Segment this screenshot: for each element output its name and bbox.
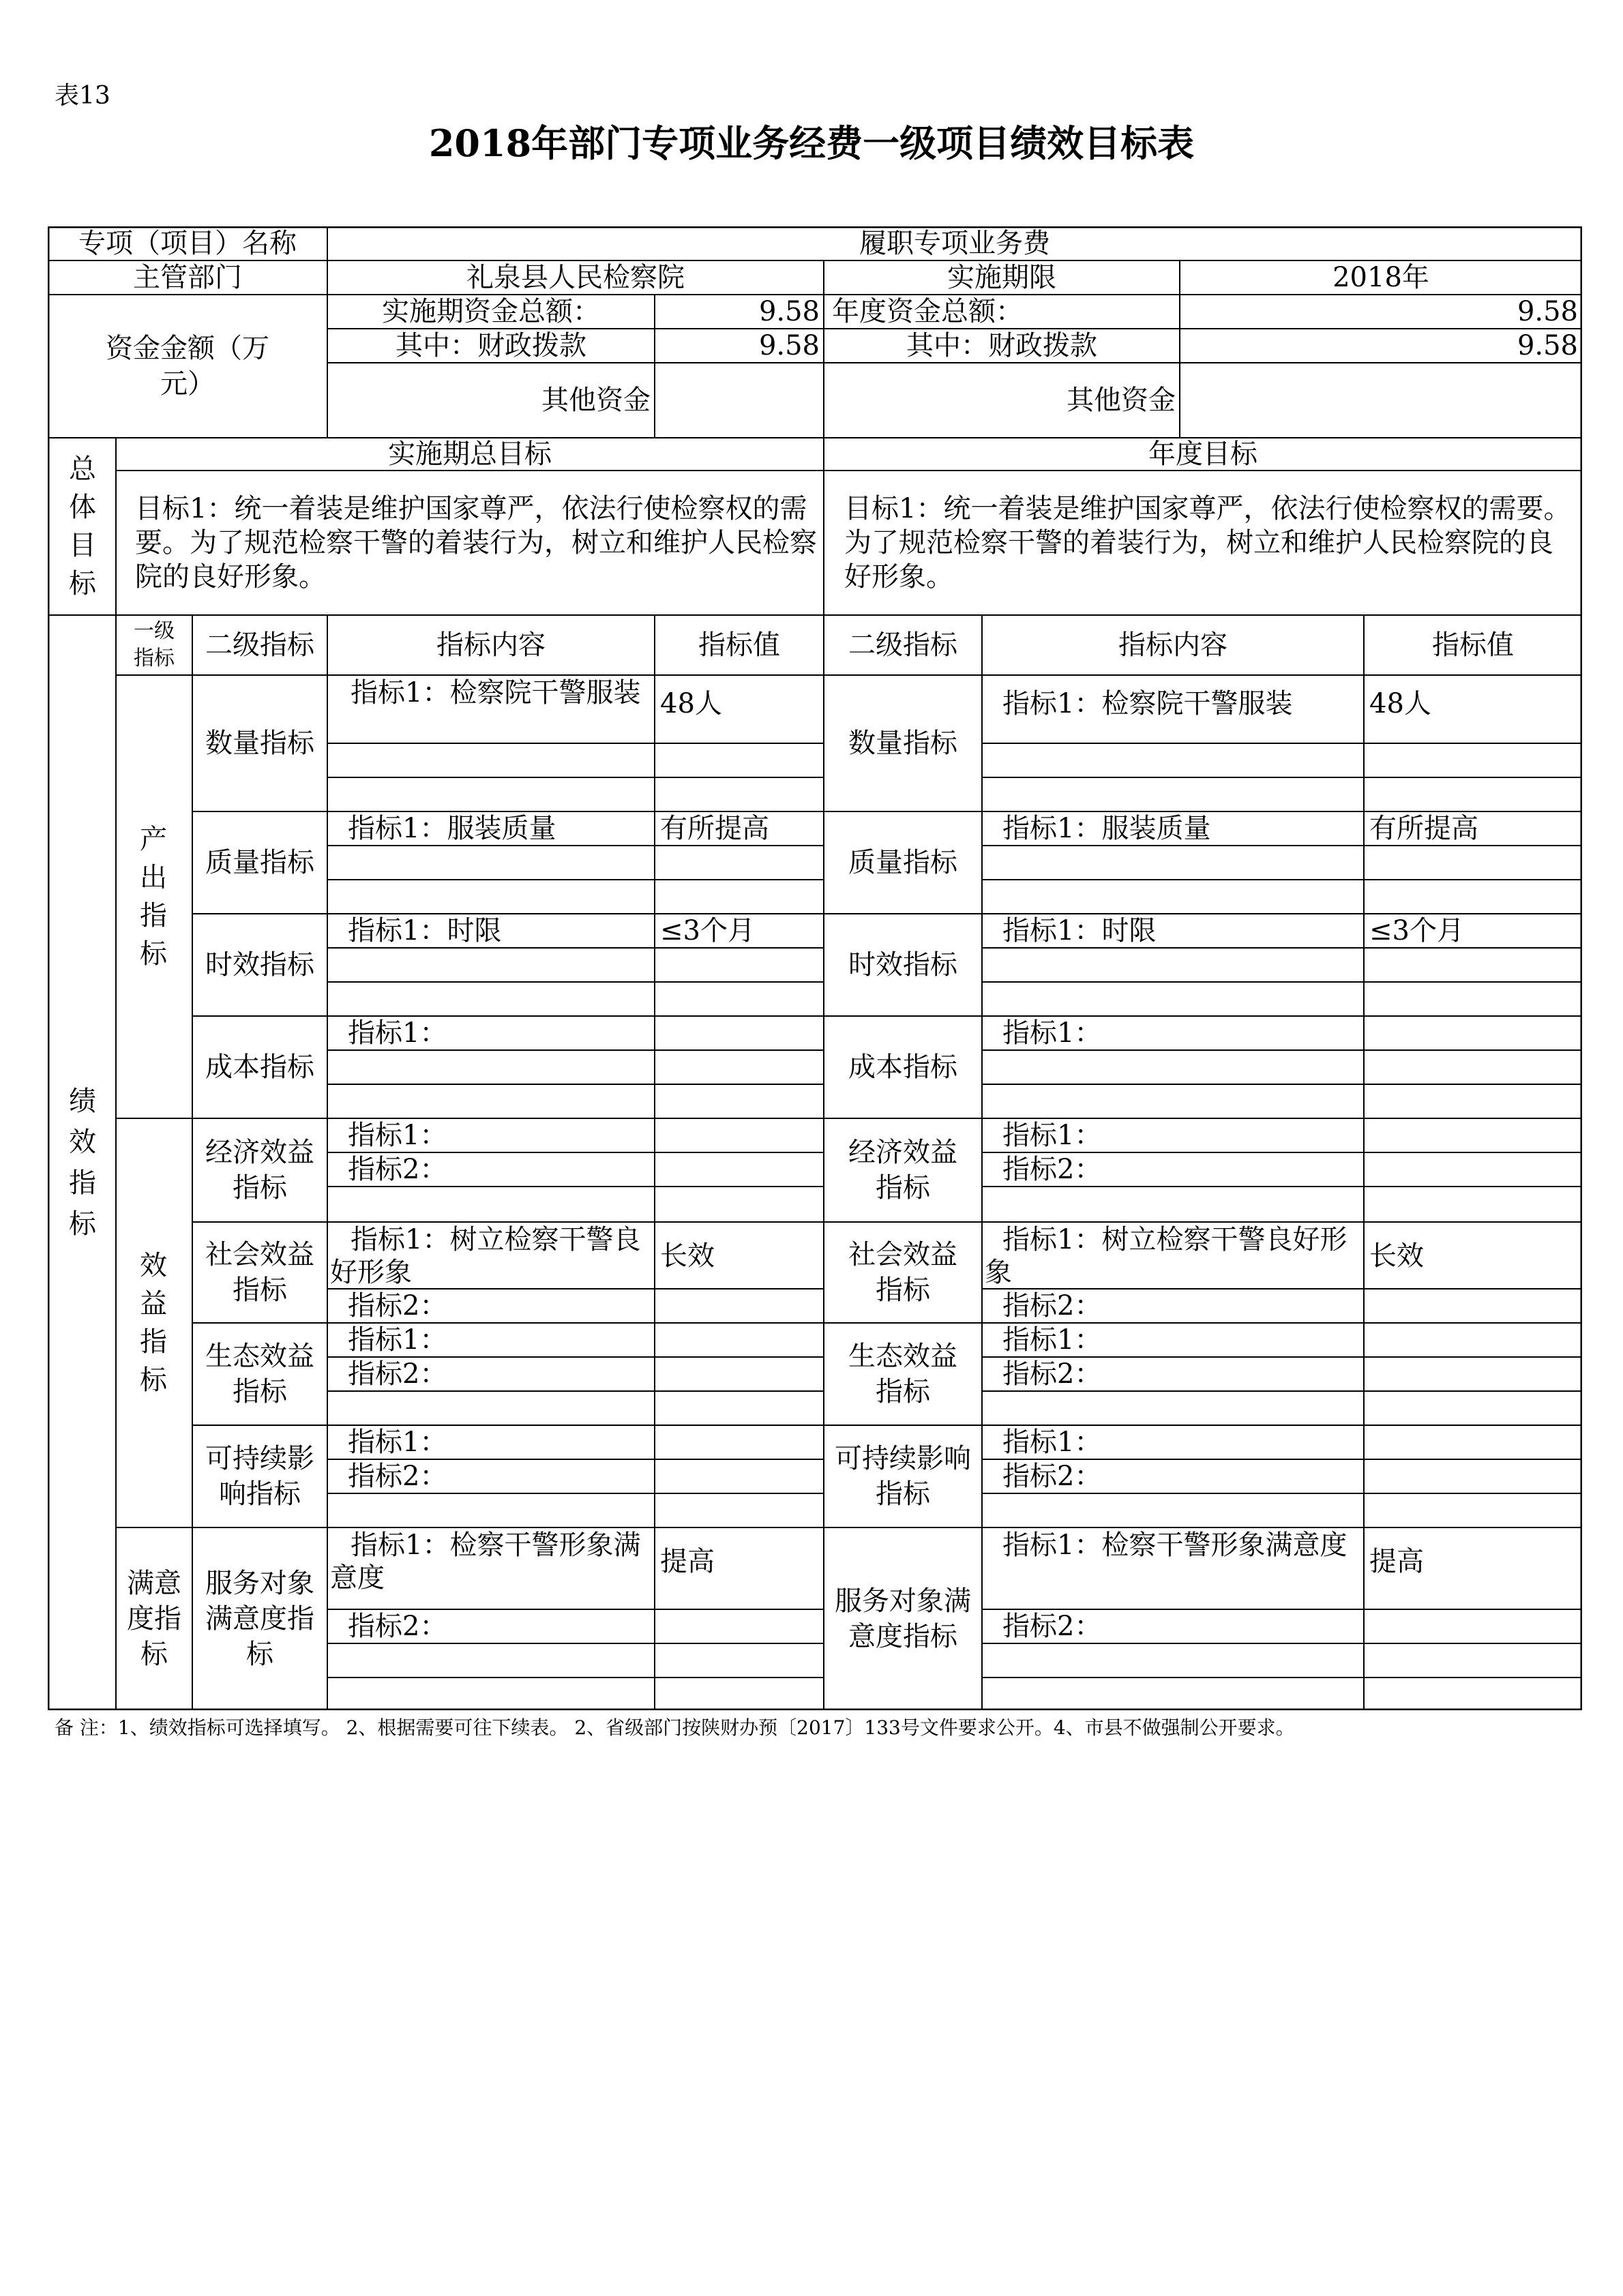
social-left: 社会效益指标 xyxy=(205,1239,314,1306)
service-left: 服务对象满意度指标 xyxy=(205,1568,314,1670)
social-ind2-left: 指标2： xyxy=(348,1290,447,1322)
sustain-left: 可持续影响指标 xyxy=(205,1443,314,1510)
value-header-left: 指标值 xyxy=(698,629,780,661)
period-goal-text: 目标1：统一着装是维护国家尊严，依法行使检察权的需要。为了规范检察干警的着装行为，树立和维护人民检察院的良好形象。 xyxy=(135,493,817,593)
project-name-value: 履职专项业务费 xyxy=(859,228,1050,259)
cost-right: 成本指标 xyxy=(848,1052,957,1083)
total-funds-label: 实施期资金总额： xyxy=(382,296,600,327)
quantity-left: 数量指标 xyxy=(205,728,314,759)
economic-ind2-right: 指标2： xyxy=(1002,1154,1102,1185)
ecological-ind1-left: 指标1： xyxy=(348,1324,447,1356)
overall-goal-label: 总体目标 xyxy=(69,453,96,599)
quality-content-right: 指标1：服装质量 xyxy=(1002,813,1211,844)
social-right: 社会效益指标 xyxy=(848,1239,957,1306)
page-title: 2018年部门专项业务经费一级项目绩效目标表 xyxy=(428,121,1195,165)
ecological-left: 生态效益指标 xyxy=(205,1341,314,1407)
quantity-value-right: 48人 xyxy=(1369,688,1431,719)
other-funds-value xyxy=(655,363,824,438)
timeliness-left: 时效指标 xyxy=(205,949,314,981)
economic-ind2-left: 指标2： xyxy=(348,1154,447,1185)
social-ind2-right: 指标2： xyxy=(1002,1290,1102,1322)
level1-header: 一级指标 xyxy=(134,619,175,670)
year-goal-header: 年度目标 xyxy=(1148,438,1257,470)
sustain-ind2-left: 指标2： xyxy=(348,1461,447,1492)
quantity-content-left: 指标1：检察院干警服装 xyxy=(351,677,641,709)
service-ind2-right: 指标2： xyxy=(1002,1611,1102,1642)
ecological-right: 生态效益指标 xyxy=(848,1341,957,1407)
dept-value: 礼泉县人民检察院 xyxy=(466,262,685,293)
year-goal-text: 目标1：统一着装是维护国家尊严，依法行使检察权的需要。为了规范检察干警的着装行为，树立和维护人民检察院的良好形象。 xyxy=(844,493,1571,593)
service-ind2-left: 指标2： xyxy=(348,1611,447,1642)
year-fiscal-label: 其中：财政拨款 xyxy=(906,330,1097,361)
year-other-funds-label: 其他资金 xyxy=(1067,385,1176,416)
quantity-content-right: 指标1：检察院干警服装 xyxy=(1002,688,1293,719)
ecological-ind2-right: 指标2： xyxy=(1002,1358,1102,1390)
timeliness-content-right: 指标1：时限 xyxy=(1002,915,1157,946)
year-funds-value: 9.58 xyxy=(1517,296,1578,327)
other-funds-label: 其他资金 xyxy=(541,385,651,416)
ecological-ind1-right: 指标1： xyxy=(1002,1324,1102,1356)
timeliness-right: 时效指标 xyxy=(848,949,957,981)
service-content-left: 指标1：检察干警形象满意度 xyxy=(330,1530,641,1594)
economic-left: 经济效益指标 xyxy=(205,1137,314,1204)
quality-value-left: 有所提高 xyxy=(660,813,769,844)
period-value: 2018年 xyxy=(1332,262,1429,293)
performance-table xyxy=(48,226,1582,1710)
year-fiscal-value: 9.58 xyxy=(1517,330,1578,361)
service-content-right: 指标1：检察干警形象满意度 xyxy=(1002,1530,1347,1561)
social-value-right: 长效 xyxy=(1369,1240,1424,1272)
economic-right: 经济效益指标 xyxy=(848,1137,957,1204)
sustain-right: 可持续影响指标 xyxy=(835,1443,971,1510)
economic-ind1-right: 指标1： xyxy=(1002,1120,1102,1151)
value-header-right: 指标值 xyxy=(1432,629,1514,661)
economic-ind1-left: 指标1： xyxy=(348,1120,447,1151)
funds-label: 资金金额（万元） xyxy=(106,333,269,400)
service-right: 服务对象满意度指标 xyxy=(835,1585,971,1652)
social-content-right: 指标1：树立检察干警良好形象 xyxy=(985,1224,1347,1288)
year-funds-label: 年度资金总额： xyxy=(832,296,1023,327)
fiscal-value: 9.58 xyxy=(758,330,820,361)
quantity-right: 数量指标 xyxy=(848,728,957,759)
quality-right: 质量指标 xyxy=(848,847,957,878)
period-goal-header: 实施期总目标 xyxy=(388,438,552,470)
cost-content-right: 指标1： xyxy=(1002,1017,1102,1049)
period-label: 实施期限 xyxy=(947,262,1056,293)
perf-indicator-label: 绩效指标 xyxy=(69,1086,96,1240)
project-name-label: 专项（项目）名称 xyxy=(78,228,297,259)
year-other-funds-value xyxy=(1180,363,1582,438)
level2-header-right: 二级指标 xyxy=(848,629,957,661)
quality-value-right: 有所提高 xyxy=(1369,813,1478,844)
ecological-ind2-left: 指标2： xyxy=(348,1358,447,1390)
benefit-indicator-label: 效益指标 xyxy=(140,1250,167,1396)
content-header-left: 指标内容 xyxy=(436,629,546,661)
output-indicator-label: 产出指标 xyxy=(140,824,167,970)
content-header-right: 指标内容 xyxy=(1118,629,1227,661)
footnote: 备 注：1、绩效指标可选择填写。 2、根据需要可往下续表。 2、省级部门按陕财办预〔2017〕133号文件要求公开。4、市县不做强制公开要求。 xyxy=(55,1716,1295,1739)
dept-label: 主管部门 xyxy=(133,262,242,293)
level2-header-left: 二级指标 xyxy=(205,629,314,661)
cost-left: 成本指标 xyxy=(205,1052,314,1083)
quality-content-left: 指标1：服装质量 xyxy=(348,813,556,844)
service-value-right: 提高 xyxy=(1369,1546,1424,1577)
table-number: 表13 xyxy=(55,82,110,110)
timeliness-value-left: ≤3个月 xyxy=(660,915,755,946)
cost-content-left: 指标1： xyxy=(348,1017,447,1049)
sustain-ind1-right: 指标1： xyxy=(1002,1427,1102,1458)
timeliness-content-left: 指标1：时限 xyxy=(348,915,502,946)
fiscal-label: 其中：财政拨款 xyxy=(396,330,586,361)
quantity-value-left: 48人 xyxy=(660,688,722,719)
sustain-ind2-right: 指标2： xyxy=(1002,1461,1102,1492)
quality-left: 质量指标 xyxy=(205,847,314,878)
sustain-ind1-left: 指标1： xyxy=(348,1427,447,1458)
social-value-left: 长效 xyxy=(660,1240,715,1272)
satisfaction-indicator-label: 满意度指标 xyxy=(127,1568,181,1670)
timeliness-value-right: ≤3个月 xyxy=(1369,915,1464,946)
service-value-left: 提高 xyxy=(660,1546,715,1577)
total-funds-value: 9.58 xyxy=(758,296,820,327)
social-content-left: 指标1：树立检察干警良好形象 xyxy=(330,1224,641,1288)
